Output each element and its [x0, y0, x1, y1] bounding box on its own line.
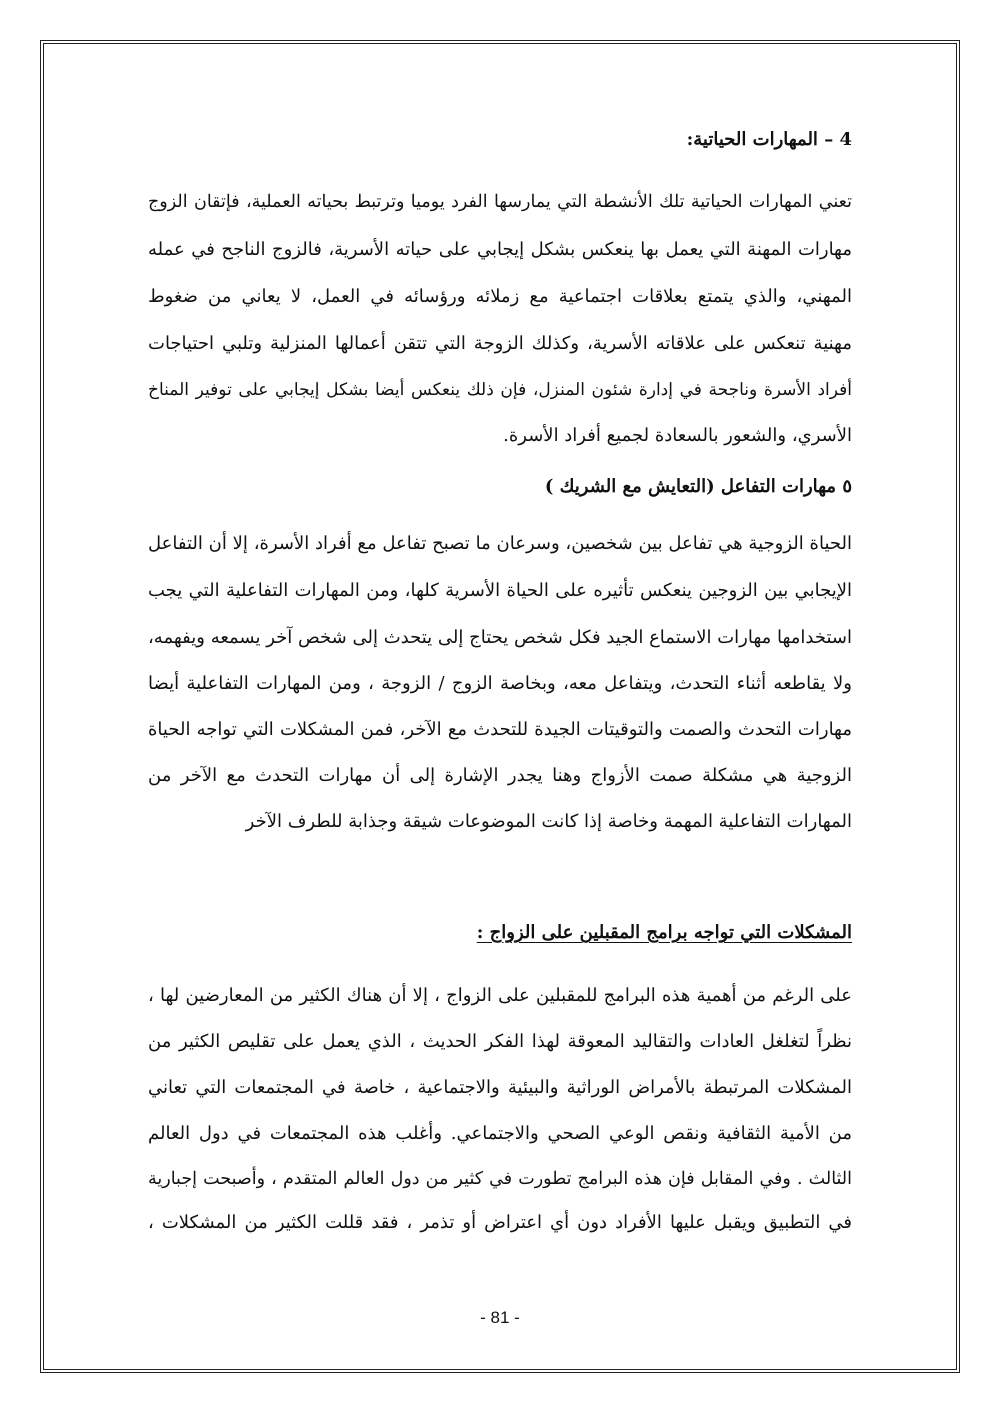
paragraph-line: الأسري، والشعور بالسعادة لجميع أفراد الأسرة. [503, 425, 852, 446]
paragraph-line: مهارات المهنة التي يعمل بها ينعكس بشكل إيجابي على حياته الأسرية، فالزوج الناجح في عمله [148, 239, 852, 260]
paragraph-line: الإيجابي بين الزوجين ينعكس تأثيره على الحياة الأسرية كلها، ومن المهارات التفاعلية التي يجب [148, 580, 852, 601]
paragraph-line: نظراً لتغلغل العادات والتقاليد المعوقة لهذا الفكر الحديث ، الذي يعمل على تقليص الكثير من [148, 1031, 852, 1052]
paragraph-line: مهارات التحدث والصمت والتوقيتات الجيدة للتحدث مع الآخر، فمن المشكلات التي تواجه الحياة [148, 719, 852, 740]
paragraph-line: مهنية تنعكس على علاقاته الأسرية، وكذلك الزوجة التي تتقن أعمالها المنزلية وتلبي احتياجات [148, 333, 852, 354]
paragraph-line: في التطبيق ويقبل عليها الأفراد دون أي اعتراض أو تذمر ، فقد قللت الكثير من المشكلات ، [148, 1212, 852, 1233]
paragraph-line: استخدامها مهارات الاستماع الجيد فكل شخص يحتاج إلى يتحدث إلى شخص آخر يسمعه ويفهمه، [148, 627, 852, 648]
paragraph-line: المشكلات المرتبطة بالأمراض الوراثية والبيئية والاجتماعية ، خاصة في المجتمعات التي تعاني [148, 1077, 852, 1098]
section-heading-problems: المشكلات التي تواجه برامج المقبلين على الزواج : [476, 922, 852, 943]
paragraph-line: تعني المهارات الحياتية تلك الأنشطة التي يمارسها الفرد يوميا وترتبط بحياته العملية، فإتقان الزوج [148, 192, 852, 212]
paragraph-line: من الأمية الثقافية ونقص الوعي الصحي والاجتماعي. وأغلب هذه المجتمعات في دول العالم [148, 1123, 852, 1144]
paragraph-line: الثالث . وفي المقابل فإن هذه البرامج تطورت في كثير من دول العالم المتقدم ، وأصبحت إجبارية [148, 1169, 852, 1189]
paragraph-line: على الرغم من أهمية هذه البرامج للمقبلين على الزواج ، إلا أن هناك الكثير من المعارضين لها ، [148, 985, 852, 1006]
section-heading-interaction-skills: ٥ مهارات التفاعل (التعايش مع الشريك ) [544, 476, 852, 497]
paragraph-line: المهارات التفاعلية المهمة وخاصة إذا كانت الموضوعات شيقة وجذابة للطرف الآخر [245, 811, 852, 832]
document-body [148, 0, 852, 1300]
page-number: - 81 - [480, 1308, 520, 1327]
paragraph-line: أفراد الأسرة وناجحة في إدارة شئون المنزل، فإن ذلك ينعكس أيضا بشكل إيجابي على توفير المناخ [148, 380, 852, 400]
paragraph-line: المهني، والذي يتمتع بعلاقات اجتماعية مع زملائه ورؤسائه في العمل، لا يعاني من ضغوط [148, 286, 852, 307]
paragraph-line: الزوجية هي مشكلة صمت الأزواج وهنا يجدر الإشارة إلى أن مهارات التحدث مع الآخر من [148, 765, 853, 786]
paragraph-line: الحياة الزوجية هي تفاعل بين شخصين، وسرعان ما تصبح تفاعل مع أفراد الأسرة، إلا أن التفاعل [148, 533, 852, 554]
paragraph-line: ولا يقاطعه أثناء التحدث، ويتفاعل معه، وبخاصة الزوج / الزوجة ، ومن المهارات التفاعلية أيضا [148, 673, 852, 694]
section-heading-life-skills: 4 – المهارات الحياتية: [686, 129, 852, 150]
